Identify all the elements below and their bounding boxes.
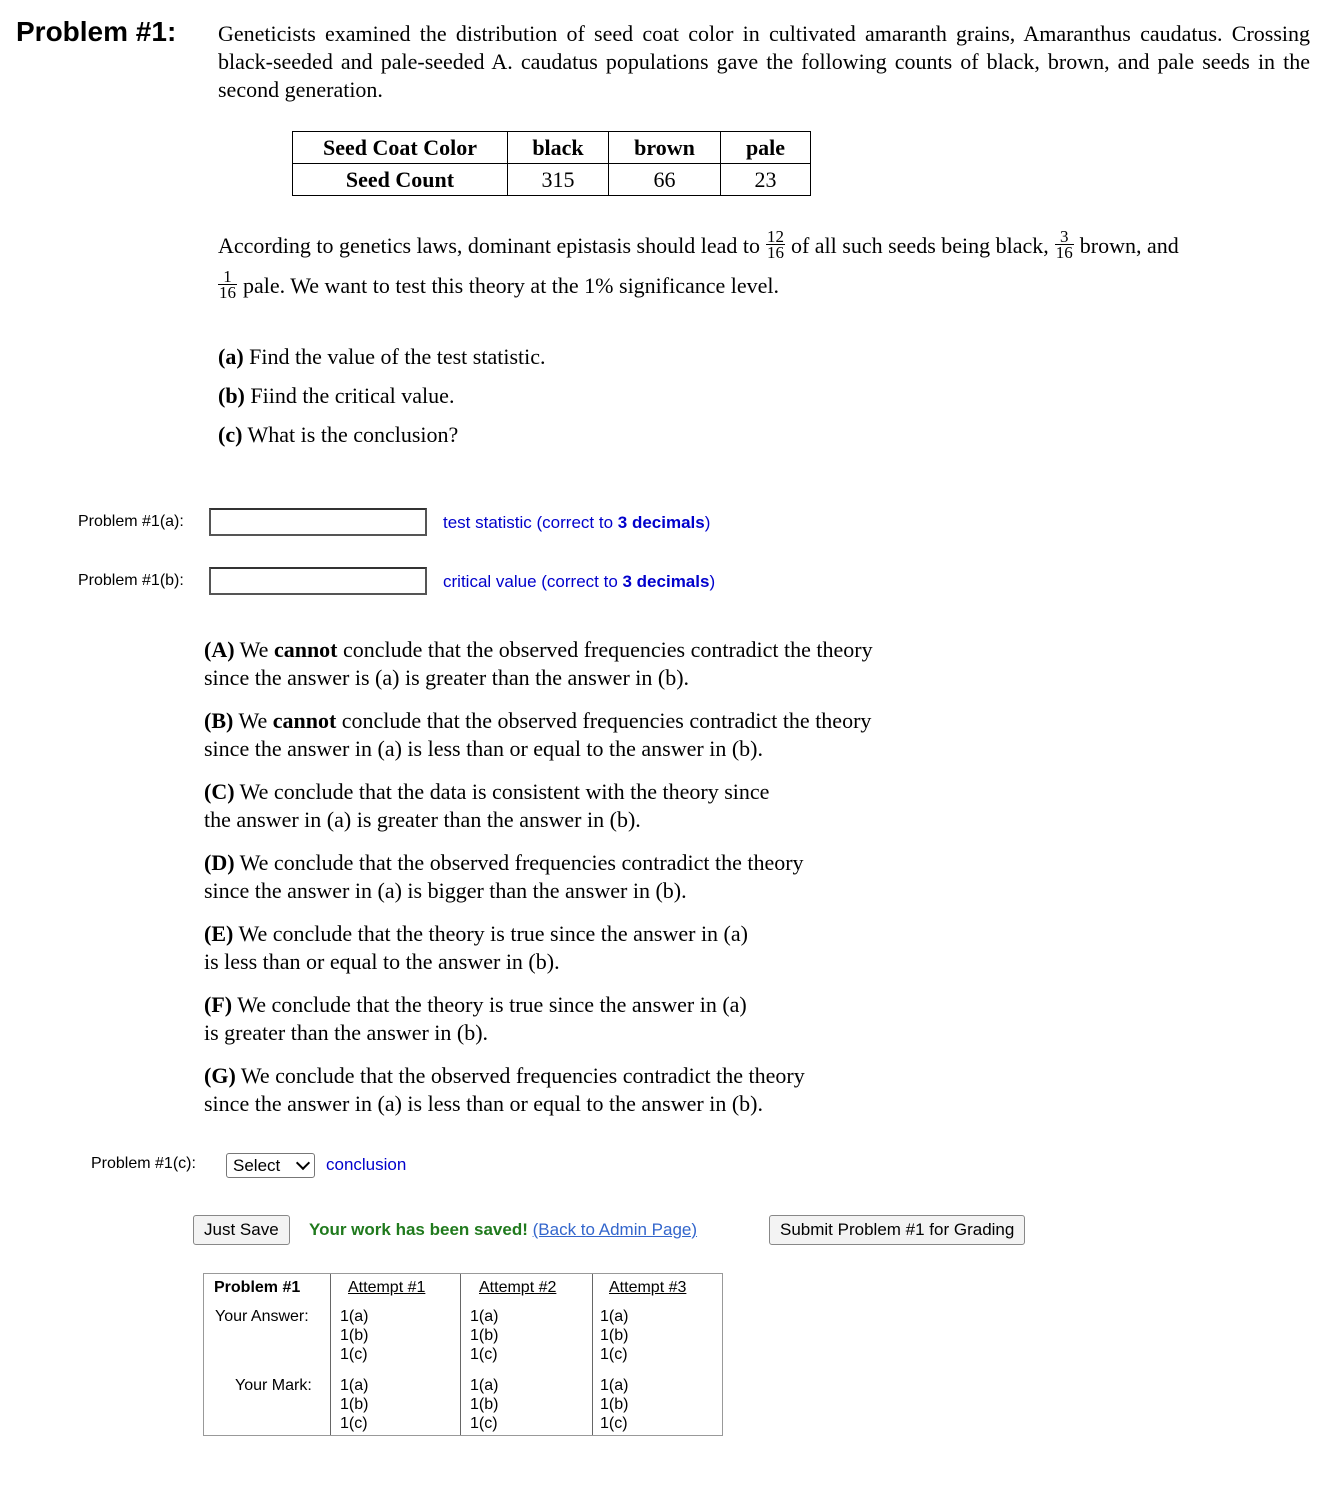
input-b-label: Problem #1(b):: [78, 572, 184, 589]
column-divider: [330, 1274, 331, 1435]
row-header-color: Seed Coat Color: [293, 132, 508, 164]
fraction-numerator: 3: [1055, 229, 1074, 245]
count-black: 315: [508, 164, 609, 196]
count-brown: 66: [609, 164, 721, 196]
theory-paragraph: [218, 226, 1300, 306]
part-label: 1(c): [600, 1346, 628, 1363]
fraction-denominator: 16: [219, 283, 236, 303]
attempts-header: Problem #1: [214, 1279, 301, 1296]
option-c: [204, 778, 964, 834]
option-f: [204, 991, 964, 1047]
column-divider: [460, 1274, 461, 1435]
table-row: [293, 164, 811, 196]
theory-text-2: of all such seeds being black,: [790, 233, 1049, 258]
part-label: 1(c): [340, 1346, 368, 1363]
option-bold: cannot: [272, 708, 337, 733]
attempt-3-header[interactable]: [609, 1278, 686, 1297]
attempt-3-link[interactable]: Attempt #3: [609, 1279, 687, 1296]
option-e: [204, 920, 964, 976]
option-letter: (B): [204, 708, 234, 733]
attempt-1-header[interactable]: [348, 1278, 425, 1297]
test-statistic-hint: [443, 513, 710, 533]
part-label: 1(c): [470, 1415, 498, 1432]
submit-button[interactable]: Submit Problem #1 for Grading: [769, 1215, 1025, 1245]
attempt-2-link[interactable]: Attempt #2: [479, 1279, 557, 1296]
test-statistic-input[interactable]: [209, 508, 427, 536]
part-label: 1(c): [600, 1415, 628, 1432]
critical-value-hint: [443, 572, 715, 592]
question-a: [218, 344, 546, 370]
part-label: 1(b): [470, 1396, 499, 1413]
hint-bold: 3 decimals: [622, 572, 710, 591]
attempt-2-header[interactable]: [479, 1278, 556, 1297]
part-label: 1(c): [470, 1346, 498, 1363]
problem-statement: Geneticists examined the distribution of seed coat color in cultivated amaranth grains, Amaranthus caudatus. Crossing black-seeded and pale-seeded A. caudatus populations gave the following counts of black, brown, and pale seeds in the second generation.: [218, 21, 1310, 102]
col-header-black: black: [508, 132, 609, 164]
col-header-pale: pale: [721, 132, 811, 164]
fraction-pale: [218, 267, 237, 303]
option-a: [204, 636, 964, 692]
hint-bold: 3 decimals: [617, 513, 705, 532]
part-label: 1(a): [340, 1377, 369, 1394]
option-text: since the answer in (a) is less than or equal to the answer in (b).: [204, 736, 763, 761]
question-text: Fiind the critical value.: [250, 383, 455, 408]
select-value: Select: [233, 1155, 281, 1175]
option-g: [204, 1062, 964, 1118]
option-text: We conclude that the observed frequencies contradict the theory: [240, 1063, 805, 1088]
option-letter: (G): [204, 1063, 236, 1088]
option-text: We conclude that the data is consistent with the theory since: [239, 779, 770, 804]
hint-text: ): [709, 572, 716, 591]
question-c: [218, 422, 458, 448]
part-label: 1(b): [470, 1327, 499, 1344]
attempt-1-marks: [340, 1376, 368, 1433]
col-header-brown: brown: [609, 132, 721, 164]
attempt-2-answers: [470, 1307, 498, 1364]
saved-text: Your work has been saved!: [309, 1220, 528, 1239]
count-pale: 23: [721, 164, 811, 196]
part-label: 1(b): [340, 1327, 369, 1344]
part-label: 1(a): [600, 1308, 629, 1325]
select-c-label: Problem #1(c):: [91, 1155, 196, 1172]
fraction-brown: [1055, 227, 1074, 263]
option-bold: cannot: [273, 637, 338, 662]
seed-count-table: [292, 131, 811, 196]
input-a-label: Problem #1(a):: [78, 513, 184, 530]
part-label: 1(b): [600, 1396, 629, 1413]
fraction-numerator: 1: [218, 269, 237, 285]
part-label: 1(c): [340, 1415, 368, 1432]
option-text: is greater than the answer in (b).: [204, 1020, 489, 1045]
option-text: the answer in (a) is greater than the answer in (b).: [204, 807, 641, 832]
part-label: 1(a): [470, 1377, 499, 1394]
option-text: We: [239, 637, 269, 662]
attempts-table: [203, 1273, 723, 1436]
option-text: since the answer in (a) is bigger than the answer in (b).: [204, 878, 687, 903]
fraction-numerator: 12: [766, 227, 784, 247]
attempt-1-link[interactable]: Attempt #1: [348, 1279, 426, 1296]
fraction-denominator: 16: [766, 243, 784, 263]
option-text: We conclude that the theory is true since the answer in (a): [237, 992, 747, 1017]
attempt-2-marks: [470, 1376, 498, 1433]
your-mark-label: Your Mark:: [235, 1377, 312, 1394]
theory-text-1: According to genetics laws, dominant epistasis should lead to: [218, 233, 760, 258]
attempt-3-marks: [600, 1376, 628, 1433]
column-divider: [592, 1274, 593, 1435]
option-letter: (C): [204, 779, 235, 804]
back-to-admin-link[interactable]: (Back to Admin Page): [532, 1220, 698, 1239]
question-text: What is the conclusion?: [247, 422, 459, 447]
question-b: [218, 383, 454, 409]
option-letter: (F): [204, 992, 233, 1017]
option-text: We conclude that the observed frequencies contradict the theory: [239, 850, 804, 875]
table-row: [293, 132, 811, 164]
saved-message: [309, 1220, 697, 1240]
question-label: (c): [218, 422, 243, 447]
option-text: since the answer in (a) is less than or equal to the answer in (b).: [204, 1091, 763, 1116]
part-label: 1(b): [340, 1396, 369, 1413]
your-answer-label: Your Answer:: [215, 1308, 309, 1325]
conclusion-hint: conclusion: [326, 1155, 407, 1174]
hint-text: ): [704, 513, 711, 532]
option-d: [204, 849, 964, 905]
row-header-count: Seed Count: [293, 164, 508, 196]
option-letter: (D): [204, 850, 235, 875]
option-b: [204, 707, 964, 763]
chevron-down-icon: [296, 1156, 310, 1170]
part-label: 1(a): [340, 1308, 369, 1325]
hint-text: test statistic (correct to: [443, 513, 618, 532]
question-text: Find the value of the test statistic.: [249, 344, 546, 369]
question-label: (a): [218, 344, 244, 369]
attempt-3-answers: [600, 1307, 628, 1364]
theory-text-3: brown, and: [1079, 233, 1179, 258]
conclusion-select[interactable]: [226, 1153, 315, 1178]
problem-title: Problem #1:: [16, 16, 177, 47]
option-text: We: [238, 708, 268, 733]
part-label: 1(a): [600, 1377, 629, 1394]
attempt-1-answers: [340, 1307, 368, 1364]
critical-value-input[interactable]: [209, 567, 427, 595]
just-save-button[interactable]: Just Save: [193, 1215, 290, 1245]
option-text: since the answer is (a) is greater than the answer in (b).: [204, 665, 690, 690]
option-text: is less than or equal to the answer in (b).: [204, 949, 560, 974]
fraction-denominator: 16: [1055, 243, 1073, 263]
theory-text-4: pale. We want to test this theory at the 1% significance level.: [243, 273, 780, 298]
option-text: We conclude that the theory is true since the answer in (a): [238, 921, 748, 946]
hint-text: critical value (correct to: [443, 572, 623, 591]
question-label: (b): [218, 383, 245, 408]
option-text: conclude that the observed frequencies contradict the theory: [341, 708, 872, 733]
option-letter: (A): [204, 637, 235, 662]
option-text: conclude that the observed frequencies contradict the theory: [343, 637, 873, 662]
fraction-black: [766, 227, 785, 263]
option-letter: (E): [204, 921, 234, 946]
part-label: 1(b): [600, 1327, 629, 1344]
part-label: 1(a): [470, 1308, 499, 1325]
